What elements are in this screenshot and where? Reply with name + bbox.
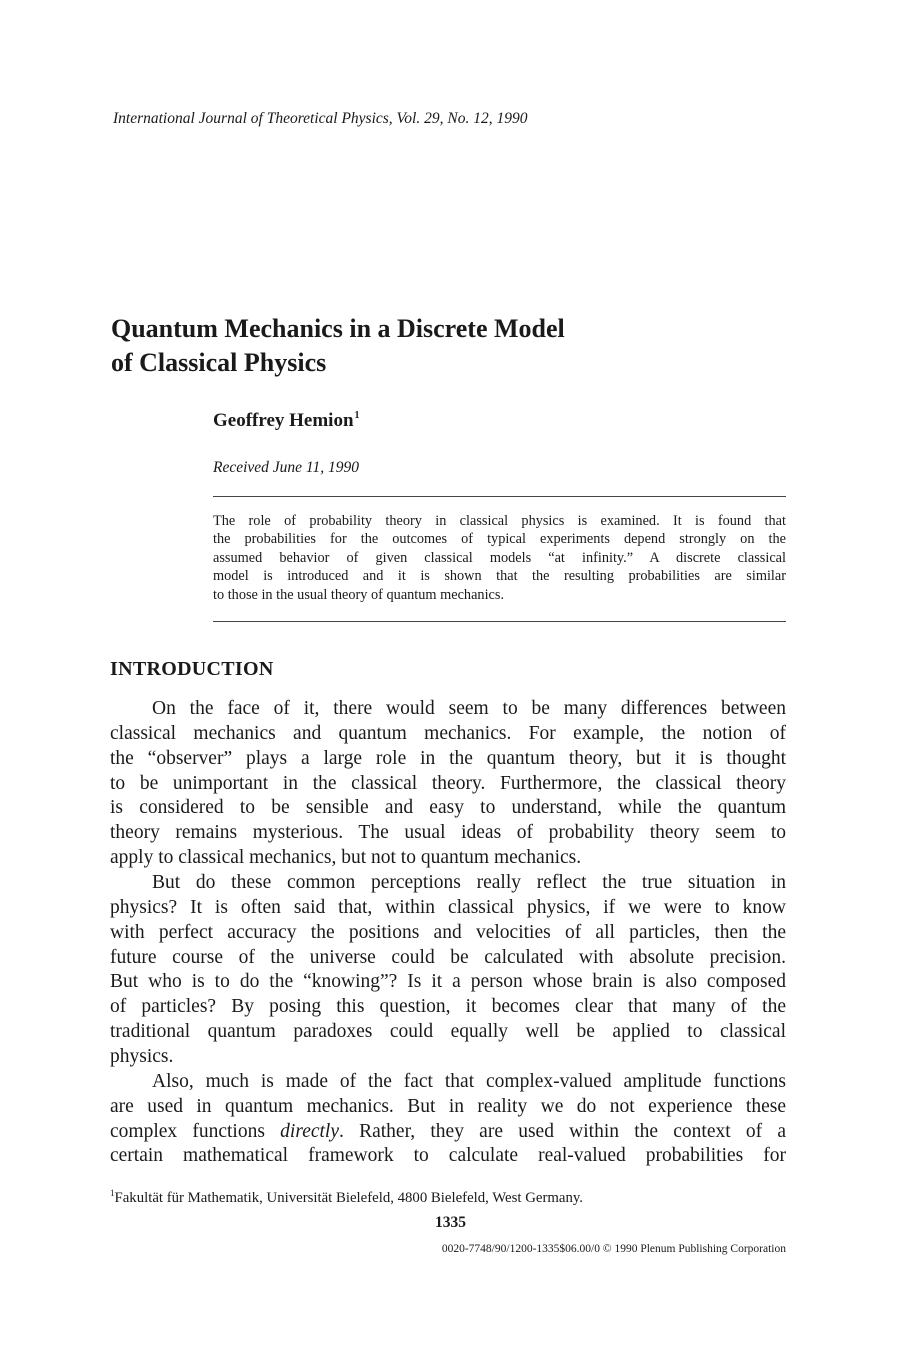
footnote [110, 1188, 583, 1207]
received-date: Received June 11, 1990 [213, 459, 360, 476]
body-line: complex functions directly. Rather, they are used within the context of a [110, 1120, 786, 1142]
footnote-mark: 1 [110, 1188, 115, 1198]
section-heading: INTRODUCTION [110, 658, 274, 680]
body-line: with perfect accuracy the positions and velocities of all particles, then the [110, 921, 786, 943]
body-line: classical mechanics and quantum mechanics. For example, the notion of [110, 722, 786, 744]
body-text [110, 697, 786, 1169]
body-line: But who is to do the “knowing”? Is it a person whose brain is also composed [110, 971, 786, 993]
body-line: of particles? By posing this question, it becomes clear that many of the [110, 996, 786, 1018]
abstract [213, 512, 786, 604]
journal-citation: International Journal of Theoretical Physics, Vol. 29, No. 12, 1990 [113, 110, 528, 127]
abstract-line: the probabilities for the outcomes of typical experiments depend strongly on the [213, 531, 786, 548]
body-line: certain mathematical framework to calculate real-valued probabilities for [110, 1145, 786, 1167]
body-line: the “observer” plays a large role in the quantum theory, but it is thought [110, 747, 786, 769]
body-line: traditional quantum paradoxes could equally well be applied to classical [110, 1021, 786, 1043]
abstract-bottom-rule [213, 621, 786, 622]
body-line: theory remains mysterious. The usual ideas of probability theory seem to [110, 822, 786, 844]
abstract-line: assumed behavior of given classical models “at infinity.” A discrete classical [213, 549, 786, 566]
abstract-top-rule [213, 496, 786, 497]
author-block [213, 410, 360, 432]
body-line: to be unimportant in the classical theory. Furthermore, the classical theory [110, 772, 786, 794]
body-line: physics? It is often said that, within classical physics, if we were to know [110, 896, 786, 918]
author-name: Geoffrey Hemion [213, 410, 354, 431]
paper-title [111, 312, 565, 380]
author-footnote-mark: 1 [354, 410, 360, 421]
abstract-line: The role of probability theory in classical physics is examined. It is found that [213, 513, 786, 529]
footnote-text: Fakultät für Mathematik, Universität Bielefeld, 4800 Bielefeld, West Germany. [114, 1190, 583, 1206]
copyright-line: 0020-7748/90/1200-1335$06.00/0 © 1990 Plenum Publishing Corporation [441, 1243, 786, 1255]
title-line: Quantum Mechanics in a Discrete Model [111, 314, 565, 343]
abstract-line: model is introduced and it is shown that the resulting probabilities are similar [213, 568, 786, 585]
body-line: Also, much is made of the fact that complex-valued amplitude functions [152, 1070, 786, 1092]
body-line: future course of the universe could be calculated with absolute precision. [110, 946, 786, 968]
abstract-line: to those in the usual theory of quantum mechanics. [213, 586, 505, 603]
body-line: physics. [110, 1046, 174, 1068]
body-line: On the face of it, there would seem to be many differences between [152, 698, 786, 719]
page-number: 1335 [435, 1214, 466, 1231]
body-line: apply to classical mechanics, but not to quantum mechanics. [110, 847, 582, 869]
title-line: of Classical Physics [111, 348, 327, 377]
body-line: But do these common perceptions really reflect the true situation in [152, 872, 786, 894]
body-line: are used in quantum mechanics. But in reality we do not experience these [110, 1095, 786, 1117]
body-line: is considered to be sensible and easy to understand, while the quantum [110, 797, 786, 819]
